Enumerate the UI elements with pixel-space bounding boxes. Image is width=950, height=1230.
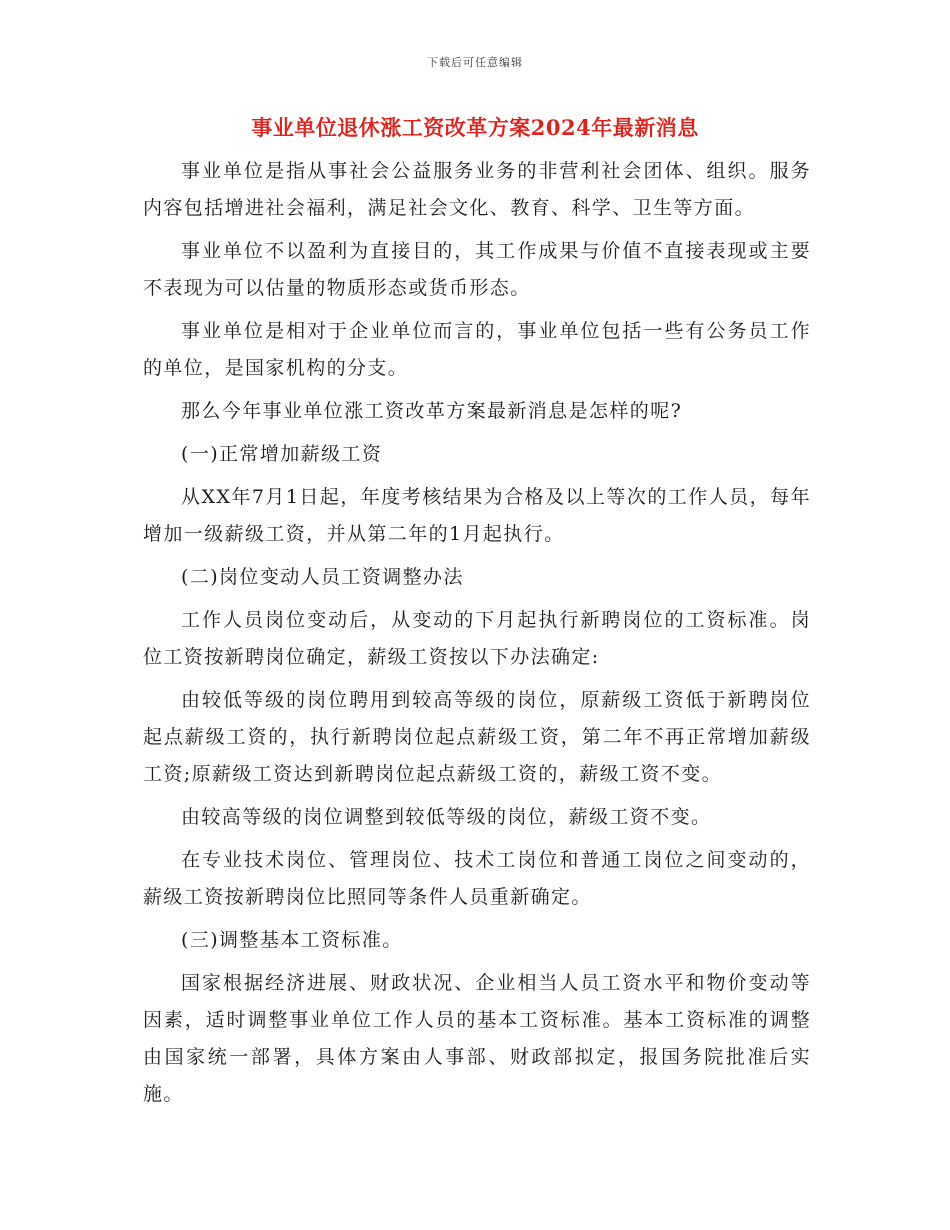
section-heading-2: (二)岗位变动人员工资调整办法 bbox=[181, 566, 464, 588]
paragraph-7: 由较低等级的岗位聘用到较高等级的岗位，原薪级工资低于新聘岗位起点薪级工资的，执行新聘岗位起点薪级工资，第二年不再正常增加薪级工资;原薪级工资达到新聘岗位起点薪级工资的，薪级工资不变。 bbox=[143, 689, 811, 785]
paragraph-5: 从XX年7月1日起，年度考核结果为合格及以上等次的工作人员，每年增加一级薪级工资，并从第二年的1月起执行。 bbox=[143, 486, 811, 545]
section-heading-3: (三)调整基本工资标准。 bbox=[181, 929, 403, 951]
paragraph-9: 在专业技术岗位、管理岗位、技术工岗位和普通工岗位之间变动的，薪级工资按新聘岗位比照同等条件人员重新确定。 bbox=[143, 849, 811, 908]
paragraph-1: 事业单位是指从事社会公益服务业务的非营利社会团体、组织。服务内容包括增进社会福利，满足社会文化、教育、科学、卫生等方面。 bbox=[143, 160, 811, 219]
paragraph-2: 事业单位不以盈利为直接目的，其工作成果与价值不直接表现或主要不表现为可以估量的物质形态或货币形态。 bbox=[143, 240, 811, 299]
paragraph-8: 由较高等级的岗位调整到较低等级的岗位，薪级工资不变。 bbox=[181, 806, 712, 828]
document-title: 事业单位退休涨工资改革方案2024年最新消息 bbox=[251, 115, 699, 140]
paragraph-3: 事业单位是相对于企业单位而言的，事业单位包括一些有公务员工作的单位，是国家机构的分支。 bbox=[143, 320, 811, 379]
paragraph-6: 工作人员岗位变动后，从变动的下月起执行新聘岗位的工资标准。岗位工资按新聘岗位确定，薪级工资按以下办法确定: bbox=[143, 609, 811, 668]
header-note: 下载后可任意编辑 bbox=[427, 56, 523, 69]
document-body bbox=[143, 153, 811, 1119]
paragraph-10: 国家根据经济进展、财政状况、企业相当人员工资水平和物价变动等因素，适时调整事业单位工作人员的基本工资标准。基本工资标准的调整由国家统一部署，具体方案由人事部、财政部拟定，报国务院批准后实施。 bbox=[143, 972, 811, 1105]
section-heading-1: (一)正常增加薪级工资 bbox=[181, 443, 383, 465]
paragraph-4: 那么今年事业单位涨工资改革方案最新消息是怎样的呢? bbox=[181, 400, 683, 422]
